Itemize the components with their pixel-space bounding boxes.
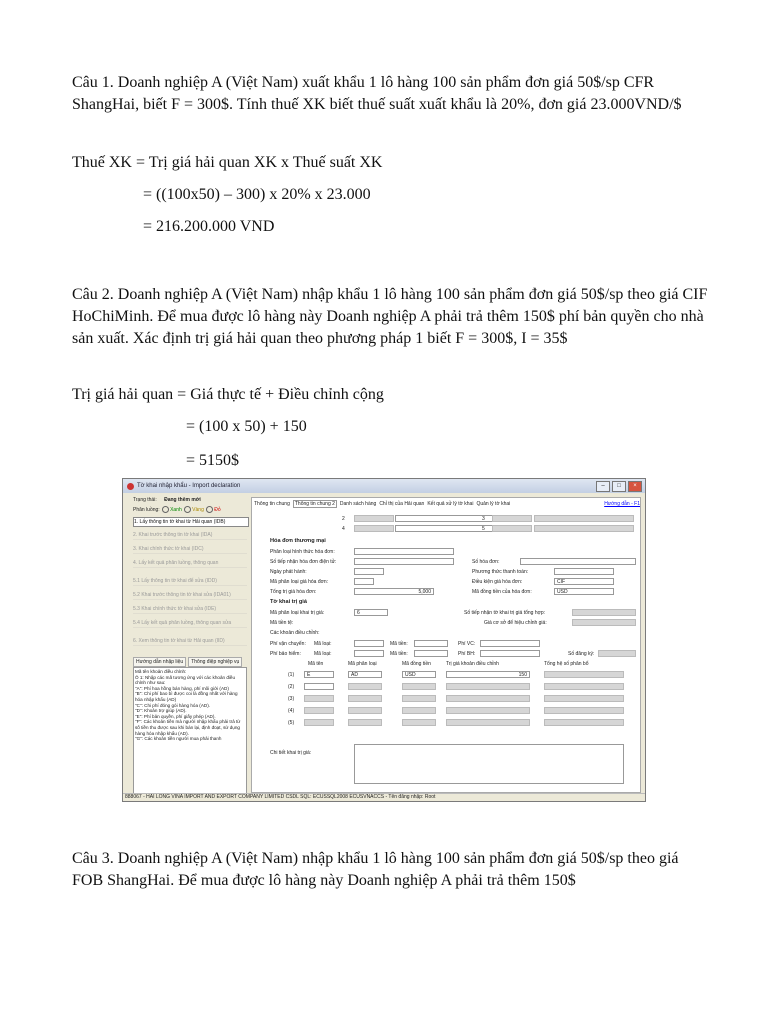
top-field[interactable]: [492, 525, 532, 532]
insurance-bh-field[interactable]: [480, 650, 540, 657]
receipt-no-field[interactable]: [572, 609, 636, 616]
step-item[interactable]: 5.3 Khai chính thức tờ khai sửa (IDE): [133, 605, 247, 614]
help-link[interactable]: Hướng dẫn - F1: [604, 501, 640, 507]
adj-total-field: [544, 683, 624, 690]
section-invoice: Hóa đơn thương mại: [270, 538, 326, 544]
maximize-icon[interactable]: □: [612, 481, 626, 492]
e-invoice-label: Số tiếp nhận hóa đơn điện tử:: [270, 559, 337, 565]
adj-value-field[interactable]: [446, 719, 530, 726]
col-currency-header: Mã đồng tiền: [402, 661, 431, 667]
q1-step1: = ((100x50) – 300) x 20% x 23.000: [143, 186, 371, 203]
currency-code-label: Mã tiền:: [390, 641, 408, 647]
issue-date-label: Ngày phát hành:: [270, 569, 307, 575]
adj-total-field: [544, 719, 624, 726]
row-num: 2: [342, 516, 345, 522]
adj-name-select[interactable]: E: [304, 671, 334, 678]
flow-label: Phân luồng:: [133, 506, 160, 513]
top-field[interactable]: [534, 525, 634, 532]
tab-goods-list[interactable]: Danh sách hàng: [339, 501, 377, 507]
col-name-header: Mã tên: [308, 661, 324, 667]
e-invoice-field[interactable]: [354, 558, 454, 565]
col-value-header: Trị giá khoản điều chỉnh: [446, 661, 499, 667]
form-panel: [251, 497, 641, 793]
step-item[interactable]: 2. Khai trước thông tin tờ khai (IDA): [133, 531, 247, 540]
minimize-icon[interactable]: –: [596, 481, 610, 492]
tab-messages[interactable]: Thông điệp nghiệp vụ: [188, 657, 242, 667]
currency-unit-label: Mã tiền tệ:: [270, 620, 294, 626]
adj-name-select[interactable]: [304, 719, 334, 726]
adj-currency-select[interactable]: [402, 707, 436, 714]
invoice-type-label: Phân loại hình thức hóa đơn:: [270, 549, 335, 555]
adj-currency-select[interactable]: [402, 719, 436, 726]
reg-no-field[interactable]: [598, 650, 636, 657]
price-type-select[interactable]: [354, 578, 374, 585]
step-item[interactable]: 5.4 Lấy kết quả phân luồng, thông quan sửa: [133, 619, 247, 628]
insurance-label: Phí bảo hiểm:: [270, 651, 301, 657]
form-tabs: [252, 498, 640, 510]
adj-name-select[interactable]: [304, 695, 334, 702]
invoice-type-select[interactable]: [354, 548, 454, 555]
tab-declaration-mgmt[interactable]: Quản lý tờ khai: [476, 501, 511, 507]
adj-total-field: [544, 671, 624, 678]
flow-yellow-radio[interactable]: [184, 506, 191, 513]
receipt-no-label: Số tiếp nhận tờ khai trị giá tổng hợp:: [464, 610, 546, 616]
adj-value-field[interactable]: [446, 707, 530, 714]
adj-currency-select[interactable]: USD: [402, 671, 436, 678]
freight-vc-label: Phí VC:: [458, 641, 476, 647]
adj-name-select[interactable]: [304, 707, 334, 714]
status-value: Đang thêm mới: [164, 497, 201, 503]
adj-row-num: (1): [288, 672, 295, 678]
adj-row-num: (5): [288, 720, 295, 726]
row-num: 3: [482, 516, 485, 522]
section-value: Tờ khai trị giá: [270, 599, 307, 605]
issue-date-field[interactable]: [354, 568, 384, 575]
freight-vc-field[interactable]: [480, 640, 540, 647]
total-value-label: Tổng trị giá hóa đơn:: [270, 589, 317, 595]
adj-class-select[interactable]: [348, 695, 382, 702]
q2-question: Câu 2. Doanh nghiệp A (Việt Nam) nhập khẩu 1 lô hàng 100 sản phẩm đơn giá 50$/sp theo giá CIF HoChiMinh. Để mua được lô hàng này Doanh nghiệp A phải trả thêm 150$ phí bản quyền cho nhà sản xuất. Xác định trị giá hải quan theo phương pháp 1 biết F = 300$, I = 35$: [72, 286, 708, 347]
status-label: Trạng thái:: [133, 497, 157, 503]
q2-step2: = 5150$: [186, 452, 240, 469]
detail-label: Chi tiết khai trị giá:: [270, 750, 312, 756]
adj-row-num: (2): [288, 684, 295, 690]
tab-help[interactable]: Hướng dẫn nhập liệu: [133, 657, 186, 667]
adjust-items-label: Các khoản điều chỉnh:: [270, 630, 320, 636]
adj-class-select[interactable]: [348, 707, 382, 714]
adj-row-num: (3): [288, 696, 295, 702]
help-text: Mã tên khoản điều chỉnh: Ô 1: Nhập các mã tương ứng với các khoản điều chỉnh như sau: "A": Phí hoa hồng bán hàng, phí môi giới (AD) "B": Chi phí bao bì được coi là đồng nhất với hàng hóa nhập khẩu (AD) "C": Chi phí đóng gói hàng hóa (AD). "D": Khoản trợ giúp (AD). "E": Phí bản quyền, phí giấy phép (AD). "F": Các khoản tiền mà người nhập khẩu phải trả từ số tiền thu được sau khi bán lại, định đoạt, sử dụng hàng hóa nhập khẩu (AD). "G": Các khoản tiền người mua phải thanh: [133, 667, 247, 797]
flow-red-label: Đỏ: [214, 506, 221, 513]
tab-processing-result[interactable]: Kết quả xử lý tờ khai: [427, 501, 474, 507]
incoterm-select[interactable]: CIF: [554, 578, 614, 585]
flow-green-label: Xanh: [170, 506, 182, 513]
adj-total-field: [544, 707, 624, 714]
top-field[interactable]: [354, 525, 394, 532]
price-type-label: Mã phân loại giá hóa đơn:: [270, 579, 329, 585]
class-label: Mã loại:: [314, 651, 332, 657]
total-value-field[interactable]: 5,000: [354, 588, 434, 595]
freight-currency-select[interactable]: [414, 640, 448, 647]
q1-step2: = 216.200.000 VND: [143, 218, 275, 235]
insurance-bh-label: Phí BH:: [458, 651, 476, 657]
adj-value-field[interactable]: 150: [446, 671, 530, 678]
reg-no-label: Số đăng ký:: [568, 651, 595, 657]
adj-currency-select[interactable]: [402, 695, 436, 702]
q2-formula: Trị giá hải quan = Giá thực tế + Điều chỉnh cộng: [72, 386, 384, 403]
invoice-no-label: Số hóa đơn:: [472, 559, 500, 565]
row-num: 5: [482, 526, 485, 532]
adj-class-select[interactable]: [348, 683, 382, 690]
currency-label: Mã đồng tiền của hóa đơn:: [472, 589, 532, 595]
currency-code-label: Mã tiền:: [390, 651, 408, 657]
adj-currency-select[interactable]: [402, 683, 436, 690]
q2-step1: = (100 x 50) + 150: [186, 418, 307, 435]
adj-value-field[interactable]: [446, 683, 530, 690]
step-item[interactable]: 3. Khai chính thức tờ khai (IDC): [133, 545, 247, 554]
flow-red-radio[interactable]: [206, 506, 213, 513]
flow-green-radio[interactable]: [162, 506, 169, 513]
adj-value-field[interactable]: [446, 695, 530, 702]
value-class-select[interactable]: 6: [354, 609, 388, 616]
q1-question: Câu 1. Doanh nghiệp A (Việt Nam) xuất khẩu 1 lô hàng 100 sản phẩm đơn giá 50$/sp CFR ShangHai, biết F = 300$. Tính thuế XK biết thuế suất xuất khẩu là 20%, đơn giá 23.000VND/$: [72, 74, 682, 113]
app-logo-icon: [127, 483, 134, 490]
adj-row-num: (4): [288, 708, 295, 714]
tab-customs-instructions[interactable]: Chỉ thị của Hải quan: [379, 501, 425, 507]
tab-general-2[interactable]: Thông tin chung 2: [294, 501, 335, 507]
window-titlebar: [123, 479, 645, 493]
invoice-no-field[interactable]: [520, 558, 636, 565]
row-num: 4: [342, 526, 345, 532]
close-icon[interactable]: ×: [628, 481, 642, 492]
col-total-header: Tổng hệ số phân bổ: [544, 661, 589, 667]
top-field[interactable]: [534, 515, 634, 522]
adj-class-select[interactable]: [348, 719, 382, 726]
currency-select[interactable]: USD: [554, 588, 614, 595]
step-item[interactable]: 1. Lấy thông tin tờ khai từ Hải quan (IDB): [133, 517, 249, 527]
window-title: Tờ khai nhập khẩu - Import declaration: [137, 483, 241, 489]
payment-method-label: Phương thức thanh toán:: [472, 569, 529, 575]
q3-question: Câu 3. Doanh nghiệp A (Việt Nam) nhập khẩu 1 lô hàng 100 sản phẩm đơn giá 50$/sp theo giá FOB ShangHai. Để mua được lô hàng này Doanh nghiệp A phải trả thêm 150$: [72, 850, 679, 889]
value-class-label: Mã phân loại khai trị giá:: [270, 610, 325, 616]
step-item[interactable]: 5.1 Lấy thông tin tờ khai để sửa (IDD): [133, 577, 247, 586]
step-item[interactable]: 5.2 Khai trước thông tin tờ khai sửa (IDA01): [133, 591, 247, 600]
step-item[interactable]: 6. Xem thông tin tờ khai từ Hải quan (IID): [133, 637, 247, 646]
flow-yellow-label: Vàng: [192, 506, 204, 513]
col-class-header: Mã phân loại: [348, 661, 377, 667]
top-field[interactable]: [354, 515, 394, 522]
adj-name-select[interactable]: [304, 683, 334, 690]
tab-general[interactable]: Thông tin chung: [254, 501, 290, 507]
incoterm-label: Điều kiện giá hóa đơn:: [472, 579, 523, 585]
adj-class-select[interactable]: AD: [348, 671, 382, 678]
payment-method-select[interactable]: [554, 568, 614, 575]
class-label: Mã loại:: [314, 641, 332, 647]
top-field[interactable]: [492, 515, 532, 522]
adj-total-field: [544, 695, 624, 702]
left-panel: [127, 497, 247, 793]
freight-class-select[interactable]: [354, 640, 384, 647]
insurance-currency-select[interactable]: [414, 650, 448, 657]
freight-label: Phí vận chuyển:: [270, 641, 306, 647]
base-price-label: Giá cơ sở để hiệu chỉnh giá:: [484, 620, 547, 626]
base-price-field[interactable]: [572, 619, 636, 626]
detail-textarea[interactable]: [354, 744, 624, 784]
step-item[interactable]: 4. Lấy kết quả phân luồng, thông quan: [133, 559, 247, 568]
import-declaration-screenshot: [122, 478, 646, 802]
q1-formula: Thuế XK = Trị giá hải quan XK x Thuế suất XK: [72, 154, 383, 171]
status-bar: 888067 - HAI LONG VINA IMPORT AND EXPORT COMPANY LIMITED CSDL SQL: ECUSSQL2008 ECUSVNACCS - Tên đăng nhập: Root: [123, 793, 646, 801]
insurance-class-select[interactable]: [354, 650, 384, 657]
